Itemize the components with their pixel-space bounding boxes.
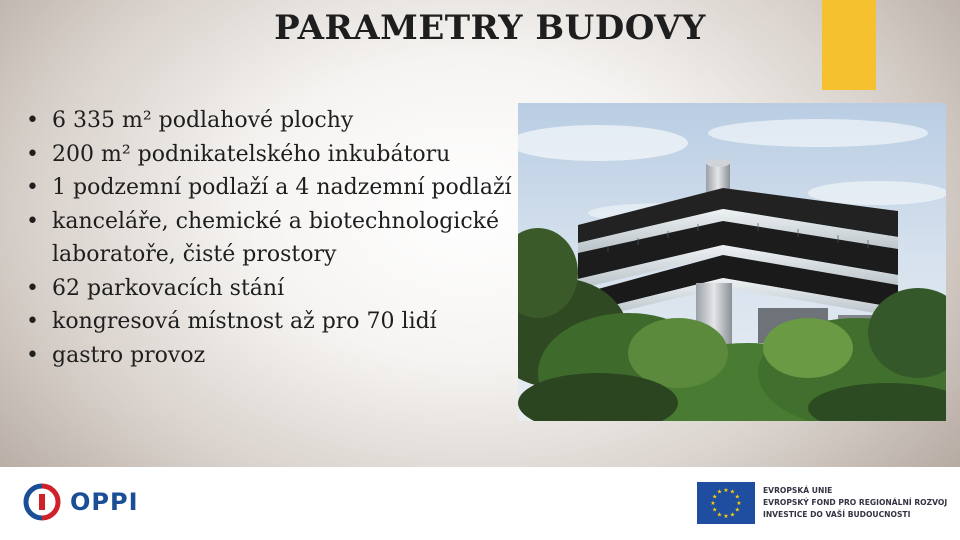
- bullet-text: 1 podzemní podlaží a 4 nadzemní podlaží: [52, 175, 512, 200]
- eu-star-icon: ★: [716, 511, 723, 519]
- slide-title: PARAMETRY BUDOVY: [274, 8, 706, 48]
- eu-line: EVROPSKÝ FOND PRO REGIONÁLNÍ ROZVOJ: [763, 498, 948, 507]
- bullet-text: gastro provoz: [52, 342, 206, 368]
- eu-caption: [763, 485, 947, 521]
- bullet-item: [26, 104, 514, 138]
- oppi-logo-text: OPPI: [70, 488, 139, 516]
- eu-star-icon: ★: [734, 506, 740, 514]
- bullet-text: 200 m² podnikatelského inkubátoru: [52, 141, 451, 167]
- eu-star-icon: ★: [736, 500, 742, 507]
- eu-flag-icon: [697, 482, 755, 524]
- bullet-dot: •: [26, 208, 39, 234]
- eu-star-icon: ★: [712, 506, 718, 514]
- eu-line: INVESTICE DO VAŠÍ BUDOUCNOSTI: [763, 510, 911, 519]
- building-photo: [518, 103, 946, 421]
- bullet-dot: •: [26, 342, 39, 368]
- bullet-dot: •: [26, 275, 39, 301]
- eu-star-icon: ★: [729, 488, 736, 496]
- bullet-item: [26, 339, 514, 373]
- oppi-emblem-icon: [22, 482, 62, 522]
- eu-logo: [697, 482, 947, 524]
- eu-star-icon: ★: [734, 493, 740, 501]
- bullet-item: [26, 138, 514, 172]
- eu-star-icon: ★: [723, 513, 729, 520]
- bullet-item: [26, 272, 514, 306]
- bullet-dot: •: [26, 175, 39, 200]
- eu-line: EVROPSKÁ UNIE: [763, 486, 833, 495]
- eu-star-icon: ★: [729, 511, 736, 519]
- bullet-list: [26, 104, 514, 372]
- bullet-text: kanceláře, chemické a biotechnologické laboratoře, čisté prostory: [52, 208, 500, 267]
- bullet-text: kongresová místnost až pro 70 lidí: [52, 309, 437, 334]
- eu-star-icon: ★: [723, 487, 729, 494]
- bullet-item: [26, 205, 514, 272]
- bullet-text: 62 parkovacích stání: [52, 275, 285, 301]
- eu-star-icon: ★: [716, 488, 723, 496]
- eu-star-icon: ★: [710, 500, 716, 507]
- bullet-dot: •: [26, 309, 39, 334]
- bullet-item: [26, 305, 514, 339]
- bullet-item: [26, 171, 514, 205]
- eu-star-icon: ★: [712, 493, 718, 501]
- bullet-text: 6 335 m² podlahové plochy: [52, 108, 354, 133]
- bullet-dot: •: [26, 108, 39, 133]
- oppi-logo: [22, 482, 139, 522]
- bullet-dot: •: [26, 141, 39, 167]
